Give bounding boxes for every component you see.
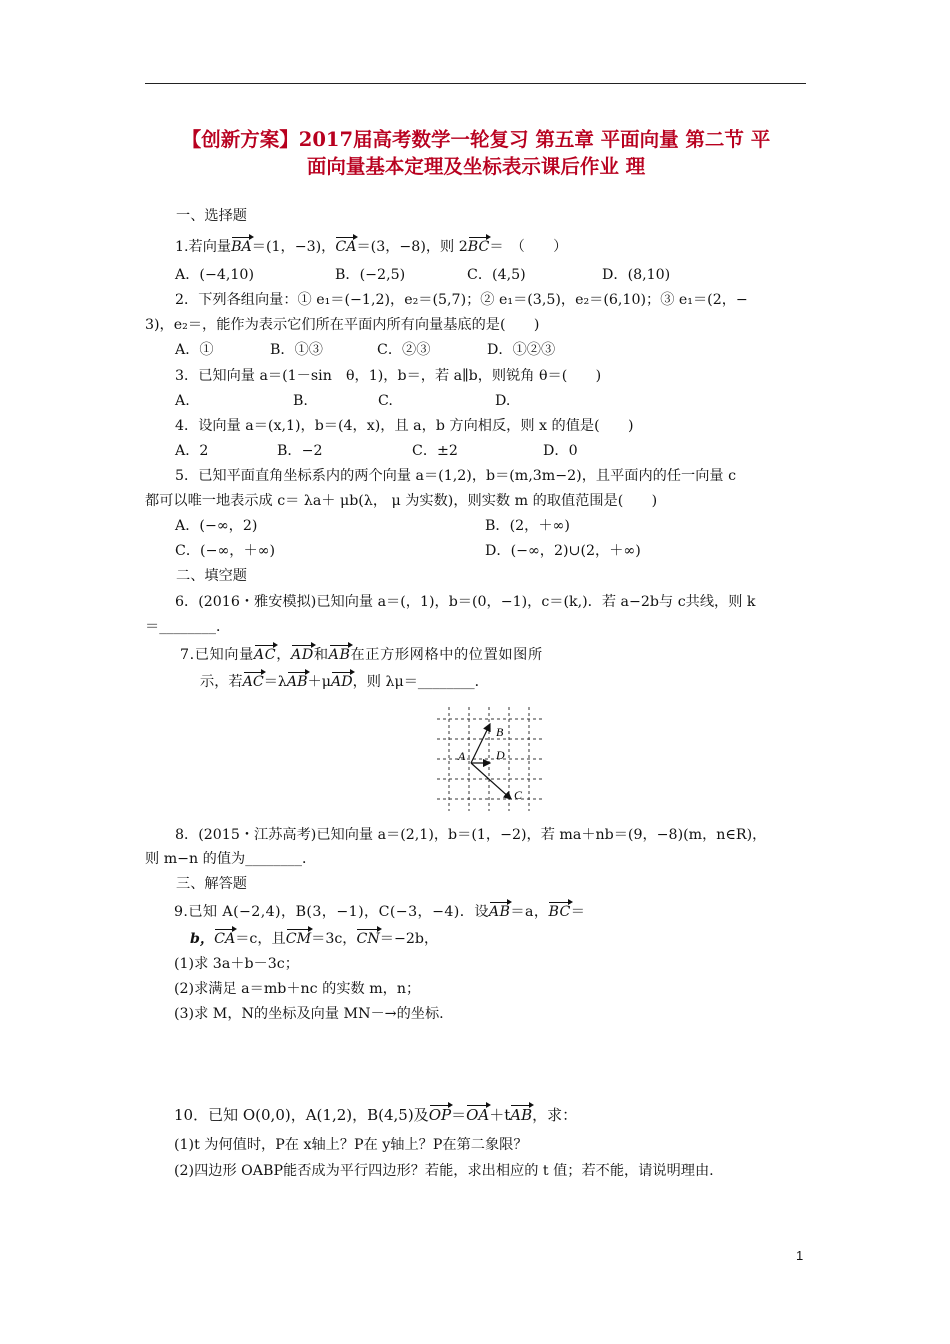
- q1-text: 1.若向量: [175, 239, 232, 255]
- question-8-line-2: 则 m−n 的值为________．: [145, 851, 317, 867]
- vector-ac: AC: [242, 674, 264, 690]
- arrow-ab: [471, 724, 490, 763]
- q7-text: 7.已知向量: [180, 647, 254, 663]
- q10-text: 10．已知 O(0,0)，A(1,2)，B(4,5)及: [174, 1106, 429, 1124]
- question-10-part-2: (2)四边形 OABP能否成为平行四边形？若能，求出相应的 t 值；若不能，请说明理由.: [174, 1163, 714, 1179]
- question-8-line-1: 8．(2015・江苏高考)已知向量 a＝(2,1)，b＝(1，−2)，若 ma＋nb＝(9，−8)(m，n∈R)，: [175, 827, 767, 843]
- section-heading-fill: 二、填空题: [176, 568, 247, 584]
- page-number: 1: [796, 1248, 804, 1263]
- grid-lines: [437, 707, 545, 811]
- vector-op: OP: [428, 1106, 452, 1124]
- vector-ab: AB: [328, 647, 351, 663]
- question-10-line-1: [174, 1105, 577, 1125]
- q4-options: [175, 441, 578, 461]
- option-b: B．①③: [270, 342, 323, 358]
- q5-option-a: A．(−∞，2): [175, 518, 258, 534]
- title-line-1: 【创新方案】2017届高考数学一轮复习 第五章 平面向量 第二节 平: [181, 128, 771, 151]
- q7-text: ＋μ: [307, 674, 331, 690]
- option-a: A．①: [175, 342, 214, 358]
- question-2-line-1: 2．下列各组向量：① e₁＝(−1,2)，e₂＝(5,7)；② e₁＝(3,5)，e₂＝(6,10)；③ e₁＝(2，−: [175, 292, 748, 308]
- option-d: D．①②③: [487, 342, 556, 358]
- option-d: D.: [495, 393, 511, 409]
- section-heading-choice: 一、选择题: [176, 208, 247, 224]
- option-b: B.: [293, 393, 308, 409]
- option-c: C．±2: [412, 443, 458, 459]
- vector-grid-diagram: [437, 707, 545, 811]
- question-9-line-1: [174, 902, 585, 922]
- label-c: C: [514, 788, 523, 802]
- option-a: A.: [175, 393, 190, 409]
- option-c: C．(4,5): [467, 267, 526, 283]
- q5-option-b: B．(2，＋∞): [485, 518, 570, 534]
- q10-text: ＋t: [489, 1106, 511, 1124]
- q9-text: ＝c，且: [235, 931, 286, 947]
- question-2-line-2: 3)，e₂＝，能作为表示它们所在平面内所有向量基底的是( ): [145, 317, 540, 333]
- q1-text: ＝(1，−3)，: [251, 239, 336, 255]
- question-4: 4．设向量 a＝(x,1)，b＝(4，x)，且 a，b 方向相反，则 x 的值是( ): [175, 418, 634, 434]
- q9-text: ＝a，: [510, 904, 549, 920]
- label-d: D: [496, 748, 505, 762]
- vector-ad: AD: [291, 647, 314, 663]
- q7-text: 在正方形网格中的位置如图所: [350, 647, 543, 663]
- label-a: A: [458, 749, 466, 763]
- q5-option-c: C．(−∞，＋∞): [175, 543, 276, 559]
- option-a: A．(−4,10): [175, 267, 254, 283]
- question-7-line-2: [200, 672, 489, 692]
- question-9-part-1: (1)求 3a＋b－3c；: [174, 956, 299, 972]
- vector-cn: CN: [356, 931, 380, 947]
- page-title: [140, 126, 812, 180]
- vector-ab: AB: [286, 674, 308, 690]
- q9-text: 9.已知 A(−2,4)，B(3，−1)，C(−3，−4)．设: [174, 904, 489, 920]
- q3-options: [175, 391, 511, 411]
- question-7-line-1: [180, 645, 543, 665]
- question-1: [175, 237, 567, 257]
- question-9-part-2: (2)求满足 a＝mb＋nc 的实数 m，n；: [174, 981, 421, 997]
- q9-text: ＝: [570, 904, 586, 920]
- q1-options: [175, 265, 671, 285]
- q7-text: 示，若: [200, 674, 243, 690]
- vector-ca: CA: [214, 931, 236, 947]
- vector-oa: OA: [466, 1106, 490, 1124]
- q2-options: [175, 340, 556, 360]
- q7-text: 和: [313, 647, 329, 663]
- label-b: B: [496, 725, 504, 739]
- question-9-line-2: [190, 929, 438, 949]
- vector-ba: BA: [231, 239, 252, 255]
- question-6-line-1: 6．(2016・雅安模拟)已知向量 a＝(，1)，b＝(0，−1)，c＝(k,)．若 a−2b与 c共线，则 k: [175, 594, 756, 610]
- q9-text: b，: [190, 931, 215, 947]
- option-d: D．0: [543, 443, 578, 459]
- vector-ab: AB: [488, 904, 511, 920]
- question-10-part-1: (1)t 为何值时，P在 x轴上？P在 y轴上？P在第二象限？: [174, 1137, 528, 1153]
- option-b: B．(−2,5): [335, 267, 406, 283]
- question-3: 3．已知向量 a＝(1－sin θ，1)，b＝，若 a∥b，则锐角 θ＝( ): [175, 368, 602, 384]
- question-6-line-2: ＝________．: [145, 619, 231, 635]
- q1-text: ＝ （ ）: [489, 239, 568, 255]
- q7-text: ，则 λμ＝________．: [352, 674, 489, 690]
- q10-text: ＝: [451, 1106, 467, 1124]
- q1-text: ＝(3，−8)，则 2: [356, 239, 468, 255]
- q5-option-d: D．(−∞，2)∪(2，＋∞): [485, 543, 641, 559]
- vector-ab: AB: [510, 1106, 533, 1124]
- q7-text: ，: [276, 647, 291, 663]
- vector-cm: CM: [285, 931, 312, 947]
- question-9-part-3: (3)求 M，N的坐标及向量 MN－→的坐标.: [174, 1006, 444, 1022]
- vector-ca: CA: [335, 239, 357, 255]
- option-a: A．2: [175, 443, 209, 459]
- option-d: D．(8,10): [602, 267, 671, 283]
- section-heading-solve: 三、解答题: [176, 876, 247, 892]
- option-c: C．②③: [377, 342, 431, 358]
- vector-ad: AD: [330, 674, 353, 690]
- option-c: C.: [378, 393, 393, 409]
- q9-text: ＝3c，: [311, 931, 357, 947]
- arrow-ac: [471, 763, 511, 799]
- q7-text: ＝λ: [263, 674, 287, 690]
- option-b: B．−2: [277, 443, 323, 459]
- grid-figure: [437, 707, 545, 815]
- question-5-line-2: 都可以唯一地表示成 c＝ λa＋ μb(λ， μ 为实数)，则实数 m 的取值范围是( ): [145, 493, 658, 509]
- vector-bc: BC: [548, 904, 571, 920]
- vector-bc: BC: [467, 239, 490, 255]
- header-rule: [145, 83, 806, 84]
- title-line-2: 面向量基本定理及坐标表示课后作业 理: [306, 155, 646, 178]
- q9-text: ＝−2b，: [379, 931, 439, 947]
- q10-text: ，求：: [532, 1106, 578, 1124]
- question-5-line-1: 5．已知平面直角坐标系内的两个向量 a＝(1,2)，b＝(m,3m−2)，且平面内的任一向量 c: [175, 468, 737, 484]
- vector-ac: AC: [253, 647, 277, 663]
